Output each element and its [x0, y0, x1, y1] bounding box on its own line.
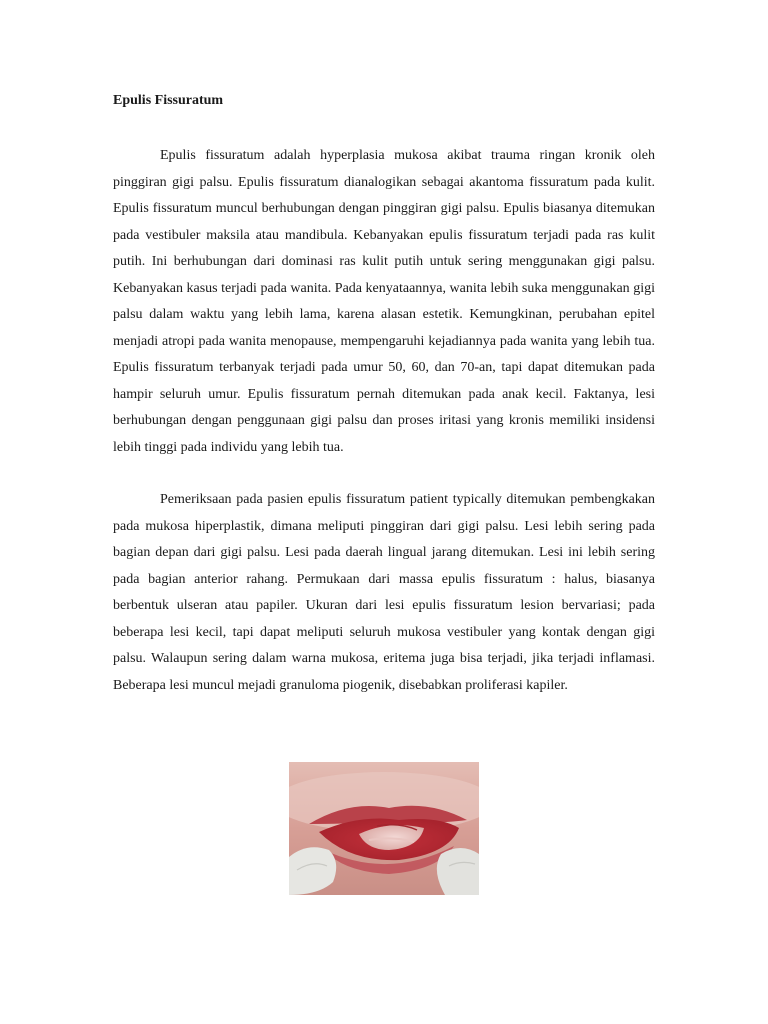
paragraph-1: Epulis fissuratum adalah hyperplasia mukosa akibat trauma ringan kronik oleh pinggiran gigi palsu. Epulis fissuratum dianalogikan sebagai akantoma fissuratum pada kulit. Epulis fissuratum muncul berhubungan dengan pinggiran gigi palsu. Epulis biasanya ditemukan pada vestibuler maksila atau mandibula. Kebanyakan epulis fissuratum terjadi pada ras kulit putih. Ini berhubungan dari dominasi ras kulit putih untuk sering menggunakan gigi palsu. Kebanyakan kasus terjadi pada wanita. Pada kenyataannya, wanita lebih suka menggunakan gigi palsu dalam waktu yang lebih lama, karena alasan estetik. Kemungkinan, perubahan epitel menjadi atropi pada wanita menopause, mempengaruhi kejadiannya pada wanita yang lebih tua. Epulis fissuratum terbanyak terjadi pada umur 50, 60, dan 70-an, tapi dapat ditemukan pada hampir seluruh umur. Epulis fissuratum pernah ditemukan pada anak kecil. Faktanya, lesi berhubungan dengan penggunaan gigi palsu dan proses iritasi yang kronis memiliki insidensi lebih tinggi pada individu yang lebih tua.	[113, 148, 655, 455]
document-title: Epulis Fissuratum	[113, 93, 224, 108]
paragraph-2: Pemeriksaan pada pasien epulis fissuratum patient typically ditemukan pembengkakan pada mukosa hiperplastik, dimana meliputi pinggiran dari gigi palsu. Lesi lebih sering pada bagian depan dari gigi palsu. Lesi pada daerah lingual jarang ditemukan. Lesi ini lebih sering pada bagian anterior rahang. Permukaan dari massa epulis fissuratum : halus, biasanya berbentuk ulseran atau papiler. Ukuran dari lesi epulis fissuratum lesion bervariasi; pada beberapa lesi kecil, tapi dapat meliputi seluruh mukosa vestibuler yang kontak dengan gigi palsu. Walaupun sering dalam warna mukosa, eritema juga bisa terjadi, jika terjadi inflamasi. Beberapa lesi muncul mejadi granuloma piogenik, disebabkan proliferasi kapiler.	[113, 492, 655, 693]
clinical-photo-epulis	[289, 762, 479, 895]
